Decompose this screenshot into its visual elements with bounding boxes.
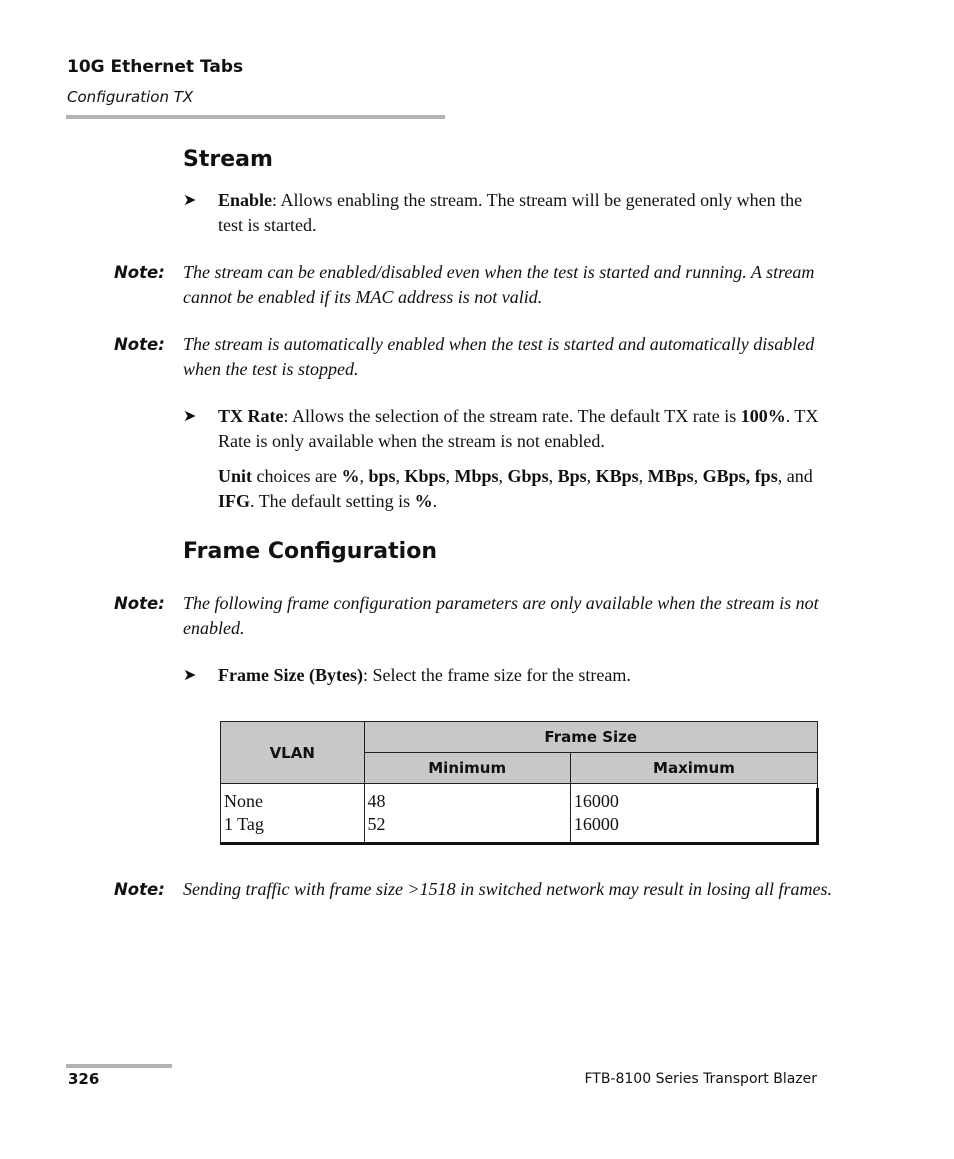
unit-option: fps <box>754 466 778 486</box>
frame-size-description: : Select the frame size for the stream. <box>362 665 631 685</box>
section-heading-frame-configuration: Frame Configuration <box>183 539 437 564</box>
column-header-vlan: VLAN <box>221 722 365 784</box>
unit-option: IFG <box>218 491 251 511</box>
unit-default: % <box>414 491 433 511</box>
cell-vlan <box>221 788 365 844</box>
tx-rate-default: 100% <box>740 406 786 426</box>
cell-maximum <box>570 788 817 844</box>
section-heading-stream: Stream <box>183 147 273 172</box>
term-tx-rate: TX Rate <box>218 406 284 426</box>
frame-size-table <box>220 721 819 845</box>
tx-rate-text-2: . TX Rate is only available when the stream is not enabled. <box>218 406 819 451</box>
unit-option: Mbps <box>454 466 499 486</box>
note-label: Note: <box>114 880 165 899</box>
bullet-arrow-icon: ➤ <box>183 408 197 425</box>
unit-text-2: . The default setting is <box>250 491 415 511</box>
header-rule <box>66 115 445 119</box>
cell-value: 1 Tag <box>224 814 264 834</box>
unit-option: Bps <box>557 466 587 486</box>
bullet-frame-size <box>183 663 823 688</box>
footer-rule <box>66 1064 172 1068</box>
note-text: Sending traffic with frame size >1518 in switched network may result in losing all frames. <box>183 879 832 899</box>
note-frame-config <box>114 591 834 641</box>
running-header-title: 10G Ethernet Tabs <box>67 57 244 77</box>
bullet-enable <box>183 188 823 238</box>
note-text: The stream is automatically enabled when the test is started and automatically disabled when the test is stopped. <box>183 334 815 379</box>
unit-choices-paragraph: Unit choices are %, bps, Kbps, Mbps, Gbps, Bps, KBps, MBps, GBps, fps, and IFG. The default setting is %. <box>218 466 813 511</box>
tx-rate-text-1: : Allows the selection of the stream rate. The default TX rate is <box>283 406 741 426</box>
column-header-minimum: Minimum <box>364 753 570 784</box>
bullet-arrow-icon: ➤ <box>183 667 197 684</box>
cell-value: None <box>224 791 263 811</box>
unit-option: KBps <box>595 466 639 486</box>
enable-description: : Allows enabling the stream. The stream will be generated only when the test is started. <box>218 190 803 235</box>
unit-option: bps <box>368 466 396 486</box>
footer-doc-title: FTB-8100 Series Transport Blazer <box>584 1071 817 1087</box>
bullet-tx-rate <box>183 404 823 454</box>
note-label: Note: <box>114 263 165 282</box>
cell-value: 16000 <box>573 791 619 811</box>
note-text: The stream can be enabled/disabled even when the test is started and running. A stream cannot be enabled if its MAC address is not valid. <box>183 262 815 307</box>
running-header-subtitle: Configuration TX <box>67 88 194 106</box>
note-stream-auto <box>114 332 834 382</box>
term-unit: Unit <box>218 466 253 486</box>
term-enable: Enable <box>218 190 273 210</box>
unit-end: . <box>432 491 438 511</box>
cell-value: 52 <box>367 814 386 834</box>
unit-option: Gbps <box>507 466 549 486</box>
unit-option: MBps <box>647 466 694 486</box>
table-row <box>221 788 818 844</box>
note-text: The following frame configuration parameters are only available when the stream is not enabled. <box>183 593 819 638</box>
note-label: Note: <box>114 335 165 354</box>
unit-option: Kbps <box>404 466 446 486</box>
unit-text-1: choices are <box>252 466 342 486</box>
unit-option: % <box>341 466 360 486</box>
term-frame-size: Frame Size (Bytes) <box>218 665 363 685</box>
unit-option: GBps, <box>702 466 751 486</box>
cell-value: 48 <box>367 791 386 811</box>
note-label: Note: <box>114 594 165 613</box>
bullet-arrow-icon: ➤ <box>183 192 197 209</box>
page-number: 326 <box>68 1070 100 1088</box>
column-header-maximum: Maximum <box>570 753 817 784</box>
cell-minimum <box>364 788 570 844</box>
note-stream-enable <box>114 260 834 310</box>
column-header-frame-size: Frame Size <box>364 722 818 753</box>
note-frame-size-warning <box>114 877 834 902</box>
unit-and: , and <box>777 466 813 486</box>
cell-value: 16000 <box>573 814 619 834</box>
